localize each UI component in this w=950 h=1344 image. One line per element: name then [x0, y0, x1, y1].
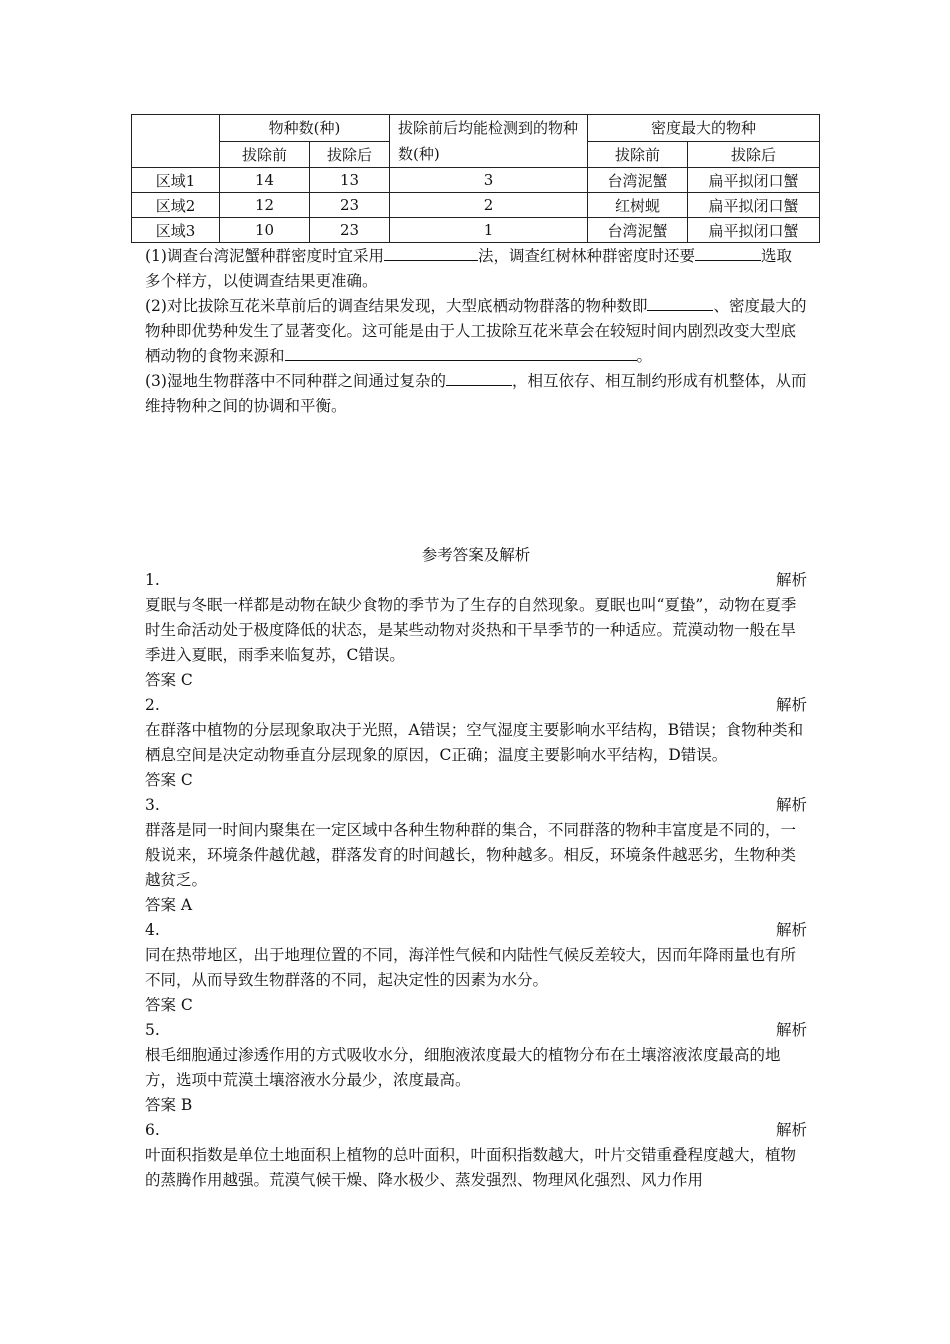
- table-row: [132, 168, 820, 193]
- item-number: 5.: [145, 1021, 160, 1039]
- question-2: (2)对比拔除互花米草前后的调查结果发现，大型底栖动物群落的物种数即 、密度最大的物种即优势种发生了显著变化。这可能是由于人工拔除互花米草会在较短时间内剧烈改变大型底栖动物的食物来源和 。: [145, 297, 807, 365]
- answer-blank[interactable]: [285, 345, 637, 361]
- cell-region: 区域3: [132, 218, 220, 243]
- answer-blank[interactable]: [384, 245, 478, 261]
- answer-item: [145, 568, 807, 693]
- table-header-row: [132, 115, 820, 142]
- analysis-label: 解析: [775, 571, 807, 589]
- answer-line: 答案 B: [145, 1096, 193, 1114]
- cell-count-after: 13: [310, 168, 390, 193]
- item-number: 1.: [145, 571, 160, 589]
- cell-dense-after: 扁平拟闭口蟹: [688, 168, 820, 193]
- header-densest-species: 密度最大的物种: [588, 115, 820, 142]
- table-row: [132, 218, 820, 243]
- cell-both-detected: 1: [390, 218, 588, 243]
- answer-item: [145, 1118, 807, 1193]
- subheader-dense-before: 拔除前: [588, 141, 688, 168]
- cell-dense-after: 扁平拟闭口蟹: [688, 193, 820, 218]
- answer-item: [145, 693, 807, 793]
- answer-line: 答案 C: [145, 771, 193, 789]
- cell-count-before: 14: [220, 168, 310, 193]
- header-species-count: 物种数(种): [220, 115, 390, 142]
- cell-dense-before: 红树蚬: [588, 193, 688, 218]
- answer-section: [145, 543, 807, 1193]
- survey-table: [131, 114, 820, 243]
- analysis-text: 同在热带地区，出于地理位置的不同，海洋性气候和内陆性气候反差较大，因而年降雨量也有所不同，从而导致生物群落的不同，起决定性的因素为水分。: [145, 946, 797, 989]
- table-row: [132, 193, 820, 218]
- answer-item: [145, 918, 807, 1018]
- subheader-dense-after: 拔除后: [688, 141, 820, 168]
- item-number: 6.: [145, 1121, 160, 1139]
- cell-dense-after: 扁平拟闭口蟹: [688, 218, 820, 243]
- item-number: 4.: [145, 921, 160, 939]
- analysis-text: 夏眠与冬眠一样都是动物在缺少食物的季节为了生存的自然现象。夏眠也叫“夏蛰”，动物在夏季时生命活动处于极度降低的状态，是某些动物对炎热和干旱季节的一种适应。荒漠动物一般在旱季进入夏眠，雨季来临复苏，C错误。: [145, 596, 797, 664]
- analysis-text: 叶面积指数是单位土地面积上植物的总叶面积，叶面积指数越大，叶片交错重叠程度越大，植物的蒸腾作用越强。荒漠气候干燥、降水极少、蒸发强烈、物理风化强烈、风力作用: [145, 1146, 797, 1189]
- cell-count-after: 23: [310, 193, 390, 218]
- item-number: 3.: [145, 796, 160, 814]
- item-number: 2.: [145, 696, 160, 714]
- analysis-label: 解析: [775, 696, 807, 714]
- question-3: (3)湿地生物群落中不同种群之间通过复杂的 ，相互依存、相互制约形成有机整体，从而维持物种之间的协调和平衡。: [145, 372, 807, 415]
- subheader-after: 拔除后: [310, 141, 390, 168]
- answer-line: 答案 C: [145, 996, 193, 1014]
- header-both-detected: 拔除前后均能检测到的物种数(种): [390, 115, 588, 168]
- cell-region: 区域1: [132, 168, 220, 193]
- table-corner-cell: [132, 115, 220, 168]
- question-1: (1)调查台湾泥蟹种群密度时宜采用 法，调查红树林种群密度时还要 选取多个样方，以使调查结果更准确。: [145, 247, 792, 290]
- cell-dense-before: 台湾泥蟹: [588, 218, 688, 243]
- analysis-label: 解析: [775, 921, 807, 939]
- cell-both-detected: 3: [390, 168, 588, 193]
- analysis-label: 解析: [775, 1021, 807, 1039]
- cell-count-before: 12: [220, 193, 310, 218]
- analysis-text: 群落是同一时间内聚集在一定区域中各种生物种群的集合，不同群落的物种丰富度是不同的，一般说来，环境条件越优越，群落发育的时间越长，物种越多。相反，环境条件越恶劣，生物种类越贫乏。: [145, 821, 797, 889]
- cell-dense-before: 台湾泥蟹: [588, 168, 688, 193]
- answer-blank[interactable]: [446, 370, 512, 386]
- cell-both-detected: 2: [390, 193, 588, 218]
- cell-count-after: 23: [310, 218, 390, 243]
- analysis-label: 解析: [775, 1121, 807, 1139]
- answer-blank[interactable]: [695, 245, 761, 261]
- answer-item: [145, 1018, 807, 1118]
- answer-line: 答案 A: [145, 896, 193, 914]
- answers-title: 参考答案及解析: [421, 546, 531, 564]
- answer-line: 答案 C: [145, 671, 193, 689]
- answer-blank[interactable]: [647, 295, 713, 311]
- answer-item: [145, 793, 807, 918]
- cell-count-before: 10: [220, 218, 310, 243]
- subheader-before: 拔除前: [220, 141, 310, 168]
- analysis-text: 在群落中植物的分层现象取决于光照，A错误；空气湿度主要影响水平结构，B错误；食物种类和栖息空间是决定动物垂直分层现象的原因，C正确；温度主要影响水平结构，D错误。: [145, 721, 804, 764]
- question-block: [145, 244, 807, 419]
- cell-region: 区域2: [132, 193, 220, 218]
- analysis-label: 解析: [775, 796, 807, 814]
- analysis-text: 根毛细胞通过渗透作用的方式吸收水分，细胞液浓度最大的植物分布在土壤溶液浓度最高的地方，选项中荒漠土壤溶液水分最少，浓度最高。: [145, 1046, 781, 1089]
